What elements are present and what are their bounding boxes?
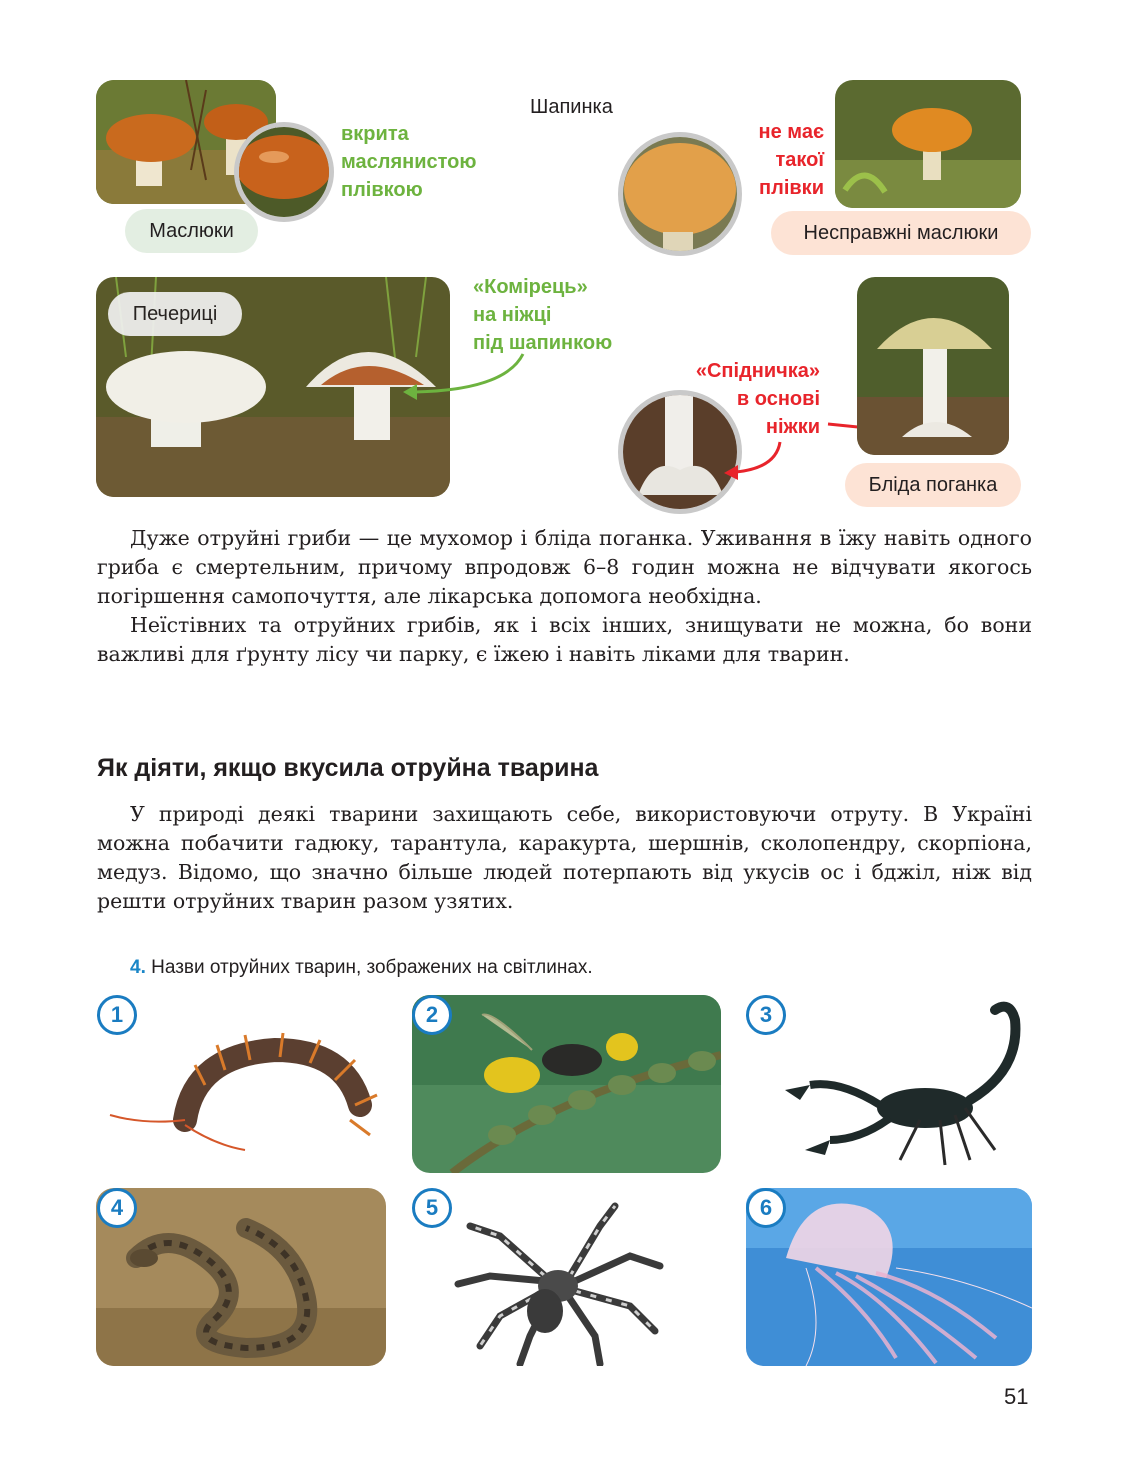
animal-number-3: 3 [746, 995, 786, 1035]
page-number: 51 [1004, 1384, 1029, 1409]
paragraph-1: Дуже отруйні гриби — це мухомор і бліда поганка. Уживання в їжу навіть одного гриба є смертельним, причому впродовж 6–8 годин можна не відчувати якогось погіршення самопочуття, але лікарська допомога необхідна. [97, 526, 1032, 608]
fake-maslyuky-callout: не має такої плівки [758, 121, 824, 199]
wasp-photo [412, 995, 721, 1173]
jellyfish-photo [746, 1188, 1032, 1366]
animal-number-1: 1 [97, 995, 137, 1035]
scorpion-image [780, 1000, 1030, 1170]
spider-image [450, 1196, 670, 1366]
animals-text [97, 800, 1032, 916]
task-text: Назви отруйних тварин, зображених на світлинах. [151, 957, 593, 978]
paragraph-3: У природі деякі тварини захищають себе, використовуючи отруту. В Україні можна побачити гадюку, тарантула, каракурта, шершнів, сколопендру, скорпіона, медуз. Відомо, що значно більше людей потерпають від укусів ос і бджіл, ніж від решти отруйних тварин разом узятих. [97, 802, 1032, 913]
pecherytsi-label: Печериці [108, 292, 242, 336]
centipede-image [105, 1025, 385, 1155]
viper-photo [96, 1188, 386, 1366]
mushroom-text [97, 524, 1032, 669]
maslyuky-callout: вкрита маслянистою плівкою [341, 123, 477, 201]
fake-maslyuky-closeup [618, 132, 742, 256]
skirt-callout: «Спідничка» в основі ніжки [695, 360, 820, 438]
death-cap-label: Бліда поганка [845, 463, 1021, 507]
collar-arrow [395, 350, 535, 410]
task-4 [130, 957, 593, 979]
animal-number-4: 4 [97, 1188, 137, 1228]
death-cap-photo [857, 277, 1009, 455]
maslyuky-label: Маслюки [125, 209, 258, 253]
collar-callout: «Комірець» на ніжці під шапинкою [473, 276, 613, 354]
paragraph-2: Неїстівних та отруйних грибів, як і всіх інших, знищувати не можна, бо вони важливі для ґрунту лісу чи парку, є їжею і навіть ліками для тварин. [97, 613, 1032, 666]
section-heading: Як діяти, якщо вкусила отруйна тварина [97, 754, 599, 782]
fake-maslyuky-photo [835, 80, 1021, 208]
animal-number-2: 2 [412, 995, 452, 1035]
cap-label: Шапинка [530, 96, 613, 118]
fake-maslyuky-label: Несправжні маслюки [771, 211, 1031, 255]
task-number: 4. [130, 957, 146, 978]
animal-number-5: 5 [412, 1188, 452, 1228]
animal-number-6: 6 [746, 1188, 786, 1228]
skirt-arrow-left [718, 440, 788, 490]
maslyuky-closeup [234, 122, 334, 222]
